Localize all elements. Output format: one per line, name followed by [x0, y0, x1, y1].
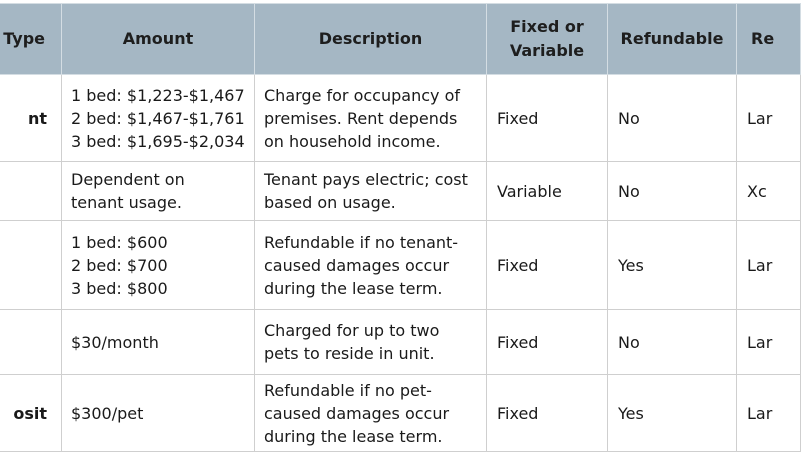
refundable-cell: No — [608, 310, 737, 375]
header-refundable: Refundable — [608, 4, 737, 75]
refundable-cell: Yes — [608, 221, 737, 310]
amount-cell — [62, 375, 255, 452]
description-line: during the lease term. — [264, 278, 443, 298]
responsible-cell: Lar — [737, 221, 801, 310]
amount-line: $300/pet — [71, 403, 144, 423]
description-line: caused damages occur — [264, 403, 450, 423]
amount-line: 1 bed: $600 — [71, 232, 168, 252]
description-cell — [255, 221, 487, 310]
fixed-variable-cell: Fixed — [487, 375, 608, 452]
description-line: pets to reside in unit. — [264, 344, 435, 363]
description-line: Refundable if no tenant- — [264, 232, 459, 252]
responsible-cell: Xc — [737, 162, 801, 221]
table-row — [0, 75, 801, 162]
header-row — [0, 4, 801, 75]
amount-line: $30/month — [71, 332, 159, 352]
description-cell — [255, 75, 487, 162]
amount-line: tenant usage. — [71, 193, 182, 212]
amount-line: 3 bed: $800 — [71, 278, 168, 298]
description-line: Charged for up to two — [264, 321, 440, 340]
description-line: premises. Rent depends — [264, 108, 458, 128]
table-row — [0, 375, 801, 452]
responsible-cell: Lar — [737, 75, 801, 162]
header-fixed-line1: Fixed or — [510, 17, 584, 36]
description-line: during the lease term. — [264, 426, 443, 446]
type-cell — [0, 221, 62, 310]
fixed-variable-cell: Fixed — [487, 221, 608, 310]
description-cell — [255, 375, 487, 452]
type-cell — [0, 310, 62, 375]
type-cell: nt — [0, 75, 62, 162]
fixed-variable-cell: Fixed — [487, 75, 608, 162]
header-responsible: Re — [737, 4, 801, 75]
description-cell — [255, 162, 487, 221]
amount-line: 1 bed: $1,223-$1,467 — [71, 85, 245, 105]
type-cell: osit — [0, 375, 62, 452]
header-type: Type — [0, 4, 62, 75]
header-fixed-or-variable — [487, 4, 608, 75]
header-fixed-line2: Variable — [509, 41, 585, 60]
description-line: Charge for occupancy of — [264, 85, 460, 105]
responsible-cell: Lar — [737, 310, 801, 375]
refundable-cell: No — [608, 75, 737, 162]
amount-cell — [62, 310, 255, 375]
amount-cell — [62, 75, 255, 162]
table-row — [0, 162, 801, 221]
description-line: on household income. — [264, 131, 441, 151]
header-description: Description — [255, 4, 487, 75]
type-cell — [0, 162, 62, 221]
fee-table — [0, 3, 801, 452]
amount-line: 2 bed: $700 — [71, 255, 168, 275]
amount-cell — [62, 221, 255, 310]
amount-cell — [62, 162, 255, 221]
amount-line: 2 bed: $1,467-$1,761 — [71, 108, 245, 128]
fixed-variable-cell: Fixed — [487, 310, 608, 375]
description-line: caused damages occur — [264, 255, 450, 275]
header-amount: Amount — [62, 4, 255, 75]
responsible-cell: Lar — [737, 375, 801, 452]
refundable-cell: No — [608, 162, 737, 221]
description-line: Tenant pays electric; cost — [264, 170, 468, 189]
table-row — [0, 221, 801, 310]
description-line: Refundable if no pet- — [264, 380, 432, 400]
amount-line: Dependent on — [71, 170, 185, 189]
table-row — [0, 310, 801, 375]
description-cell — [255, 310, 487, 375]
refundable-cell: Yes — [608, 375, 737, 452]
fixed-variable-cell: Variable — [487, 162, 608, 221]
amount-line: 3 bed: $1,695-$2,034 — [71, 131, 245, 151]
description-line: based on usage. — [264, 193, 396, 212]
